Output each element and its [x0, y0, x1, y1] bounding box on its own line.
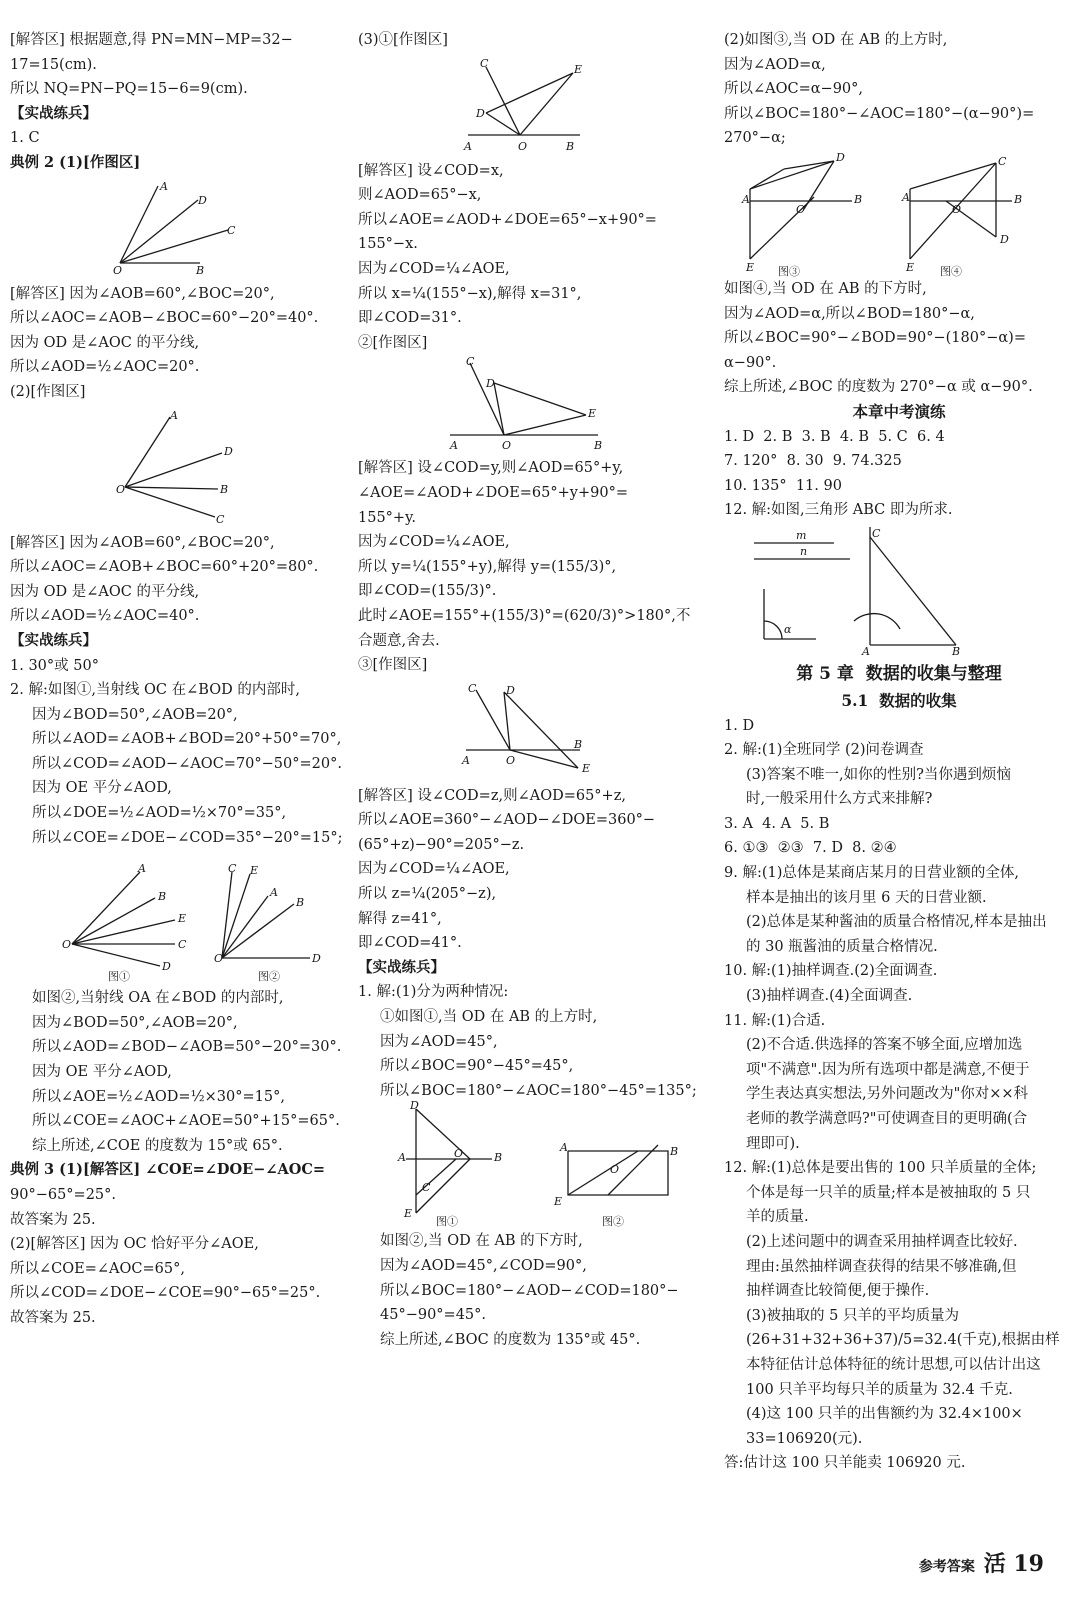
svg-text:A: A: [462, 753, 470, 767]
svg-text:B: B: [854, 192, 863, 206]
text-line: 即∠COD=(155/3)°.: [358, 583, 497, 600]
text-line: 1. C: [10, 130, 40, 147]
text-line: 即∠COD=41°.: [358, 935, 462, 952]
svg-text:C: C: [228, 862, 237, 876]
text-line: 1. D: [724, 717, 755, 734]
svg-text:B: B: [196, 263, 205, 277]
text-line: 1. 30°或 50°: [10, 657, 99, 674]
svg-text:m: m: [796, 528, 807, 542]
svg-text:O: O: [506, 753, 516, 767]
svg-text:C: C: [422, 1181, 431, 1195]
svg-text:图①: 图①: [436, 1215, 458, 1229]
text-line: α−90°.: [724, 354, 777, 371]
text-line: [解答区] 根据题意,得 PN=MN−MP=32−: [10, 32, 293, 48]
text-line: (2)上述问题中的调查采用抽样调查比较好.: [746, 1233, 1018, 1250]
text-line: 因为 OD 是∠AOC 的平分线,: [10, 583, 200, 600]
text-line: 学生表达真实想法,另外问题改为"你对××科: [746, 1086, 1029, 1103]
text-line: 因为∠AOD=α,所以∠BOD=180°−α,: [724, 305, 975, 322]
svg-text:α: α: [784, 622, 792, 636]
svg-text:图②: 图②: [258, 970, 280, 984]
svg-text:O: O: [952, 202, 962, 216]
text-line: 7. 120° 8. 30 9. 74.325: [724, 453, 902, 470]
text-line: 项"不满意".因为所有选项中都是满意,不便于: [746, 1061, 1030, 1078]
text-line: 理即可).: [746, 1135, 800, 1152]
svg-text:O: O: [113, 263, 123, 277]
angle-figure: [358, 680, 698, 780]
text-line: 如图②,当 OD 在 AB 的下方时,: [380, 1233, 583, 1250]
text-line: 因为∠COD=¼∠AOE,: [358, 534, 510, 551]
page-footer: [919, 1547, 1044, 1578]
svg-text:D: D: [312, 952, 321, 966]
section-heading: 【实战练兵】: [10, 631, 97, 649]
svg-text:B: B: [158, 890, 167, 904]
text-line: 3. A 4. A 5. B: [724, 815, 830, 832]
footer-label: 参考答案: [918, 1559, 975, 1575]
svg-text:D: D: [224, 444, 233, 458]
text-line: 所以∠BOC=180°−∠AOC=180°−(α−90°)=: [724, 105, 1035, 122]
text-line: 解得 z=41°,: [358, 910, 442, 927]
svg-text:E: E: [588, 407, 597, 421]
text-line: 所以∠BOC=90°−∠BOD=90°−(180°−α)=: [724, 330, 1026, 347]
svg-text:E: E: [582, 761, 591, 775]
svg-text:E: E: [404, 1207, 413, 1221]
construction-figure: [724, 525, 1074, 658]
angle-figure: [10, 407, 346, 527]
svg-text:B: B: [670, 1145, 679, 1159]
svg-text:O: O: [796, 202, 806, 216]
section-title: 本章中考演练: [852, 401, 946, 421]
text-line: 样本是抽出的该月里 6 天的日营业额.: [746, 889, 987, 906]
text-line: 所以∠AOD=∠BOD−∠AOB=50°−20°=30°.: [32, 1039, 342, 1056]
text-line: 本特征估计总体特征的统计思想,可以估计出这: [746, 1356, 1041, 1373]
text-line: (3)①[作图区]: [358, 32, 448, 48]
svg-text:B: B: [594, 439, 603, 453]
text-line: 所以∠AOE=360°−∠AOD−∠DOE=360°−: [358, 812, 656, 829]
svg-text:B: B: [574, 737, 583, 751]
svg-text:D: D: [410, 1099, 419, 1113]
svg-text:O: O: [454, 1147, 464, 1161]
text-line: 270°−α;: [724, 130, 786, 147]
text-line: 所以∠AOD=∠AOB+∠BOD=20°+50°=70°,: [32, 731, 342, 748]
text-line: 100 只羊平均每只羊的质量为 32.4 千克.: [746, 1381, 1013, 1398]
text-line: 即∠COD=31°.: [358, 310, 462, 327]
svg-text:E: E: [250, 864, 259, 878]
text-line: (26+31+32+36+37)/5=32.4(千克),根据由样: [746, 1332, 1060, 1349]
svg-text:n: n: [800, 544, 808, 558]
text-line: 的 30 瓶酱油的质量合格情况.: [746, 938, 938, 955]
text-line: 所以∠AOD=½∠AOC=40°.: [10, 608, 200, 625]
svg-text:C: C: [227, 223, 236, 237]
section-heading: 【实战练兵】: [358, 958, 445, 976]
text-line: 2. 解:(1)全班同学 (2)问卷调查: [724, 742, 924, 759]
svg-text:E: E: [746, 260, 755, 274]
column-right: [724, 28, 1074, 1476]
text-line: 因为 OE 平分∠AOD,: [32, 1064, 172, 1081]
text-line: 所以 x=¼(155°−x),解得 x=31°,: [358, 285, 582, 302]
svg-text:C: C: [178, 938, 187, 952]
text-line: 所以∠COE=∠DOE−∠COD=35°−20°=15°;: [32, 829, 343, 846]
svg-text:A: A: [862, 644, 870, 658]
text-line: 老师的教学满意吗?"可使调查目的更明确(合: [746, 1111, 1028, 1127]
svg-text:图③: 图③: [778, 264, 800, 278]
text-line: 个体是每一只羊的质量;样本是被抽取的 5 只: [746, 1184, 1031, 1201]
svg-text:A: A: [464, 139, 472, 153]
text-line: 12. 解:(1)总体是要出售的 100 只羊质量的全体;: [724, 1160, 1037, 1177]
text-line: 所以 NQ=PN−PQ=15−6=9(cm).: [10, 81, 248, 98]
svg-text:C: C: [872, 526, 881, 540]
text-line: [解答区] 设∠COD=z,则∠AOD=65°+z,: [358, 787, 626, 804]
angle-figure: [358, 55, 698, 155]
svg-text:B: B: [566, 139, 575, 153]
text-line: 所以∠COE=∠AOC+∠AOE=50°+15°=65°.: [32, 1113, 340, 1130]
svg-text:图②: 图②: [602, 1215, 624, 1229]
text-line: 综上所述,∠BOC 的度数为 135°或 45°.: [380, 1331, 641, 1348]
svg-text:C: C: [468, 681, 477, 695]
text-line: (2)总体是某种酱油的质量合格情况,样本是抽出: [746, 914, 1047, 931]
svg-text:E: E: [554, 1195, 563, 1209]
svg-text:O: O: [610, 1163, 620, 1177]
svg-text:图④: 图④: [940, 264, 962, 278]
svg-text:O: O: [502, 439, 512, 453]
text-line: 因为∠AOD=45°,: [380, 1033, 498, 1050]
text-line: 因为∠BOD=50°,∠AOB=20°,: [32, 706, 238, 723]
text-line: 所以∠BOC=180°−∠AOD−∠COD=180°−: [380, 1282, 679, 1299]
text-line: 故答案为 25.: [10, 1309, 96, 1326]
text-line: (2)如图③,当 OD 在 AB 的上方时,: [724, 32, 948, 48]
text-line: 故答案为 25.: [10, 1211, 96, 1228]
example-heading: 典例 2 (1)[作图区]: [10, 153, 141, 171]
angle-figure: [358, 357, 698, 452]
svg-text:B: B: [494, 1151, 503, 1165]
svg-text:O: O: [62, 938, 72, 952]
text-line: 因为 OD 是∠AOC 的平分线,: [10, 334, 200, 351]
text-line: 155°+y.: [358, 509, 416, 526]
svg-text:D: D: [486, 377, 495, 391]
text-line: 10. 解:(1)抽样调查.(2)全面调查.: [724, 963, 938, 980]
text-line: (3)被抽取的 5 只羊的平均质量为: [746, 1307, 959, 1324]
text-line: 155°−x.: [358, 236, 418, 253]
chapter-title: 第 5 章 数据的收集与整理: [796, 663, 1002, 684]
text-line: 所以∠COE=∠AOC=65°,: [10, 1260, 185, 1277]
text-line: 答:估计这 100 只羊能卖 106920 元.: [724, 1455, 966, 1472]
text-line: 因为∠COD=¼∠AOE,: [358, 260, 510, 277]
text-line: 因为∠AOD=45°,∠COD=90°,: [380, 1258, 587, 1274]
text-line: (2)不合适.供选择的答案不够全面,应增加选: [746, 1037, 1023, 1054]
text-line: 所以∠AOE=∠AOD+∠DOE=65°−x+90°=: [358, 211, 657, 228]
section-heading: 【实战练兵】: [10, 104, 97, 122]
text-line: (4)这 100 只羊的出售额约为 32.4×100×: [746, 1406, 1023, 1423]
page-number: 活 19: [983, 1551, 1044, 1577]
text-line: 所以∠BOC=90°−45°=45°,: [380, 1058, 574, 1075]
text-line: (2)[解答区] 因为 OC 恰好平分∠AOE,: [10, 1236, 259, 1253]
text-line: 此时∠AOE=155°+(155/3)°=(620/3)°>180°,不: [358, 607, 691, 624]
text-line: 33=106920(元).: [746, 1430, 863, 1447]
text-line: 如图④,当 OD 在 AB 的下方时,: [724, 280, 927, 297]
svg-text:A: A: [138, 862, 146, 876]
text-line: 9. 解:(1)总体是某商店某月的日营业额的全体,: [724, 865, 1019, 882]
text-line: 10. 135° 11. 90: [724, 477, 842, 494]
column-middle: [358, 28, 698, 1352]
text-line: 6. ①③ ②③ 7. D 8. ②④: [724, 840, 897, 857]
svg-text:A: A: [902, 190, 910, 204]
text-line: 综上所述,∠COE 的度数为 15°或 65°.: [32, 1137, 283, 1154]
svg-text:A: A: [160, 179, 168, 193]
svg-text:D: D: [198, 193, 207, 207]
column-left: [10, 28, 346, 1331]
svg-text:D: D: [1000, 232, 1009, 246]
svg-text:D: D: [162, 960, 171, 974]
text-line: 1. D 2. B 3. B 4. B 5. C 6. 4: [724, 428, 945, 445]
text-line: 理由:虽然抽样调查获得的结果不够准确,但: [746, 1258, 1017, 1275]
svg-text:C: C: [480, 56, 489, 70]
section-title: 5.1 数据的收集: [841, 690, 957, 710]
text-line: 11. 解:(1)合适.: [724, 1012, 826, 1029]
text-line: 所以∠DOE=½∠AOD=½×70°=35°,: [32, 805, 287, 822]
text-line: 所以∠AOD=½∠AOC=20°.: [10, 359, 200, 376]
text-line: 则∠AOD=65°−x,: [358, 187, 482, 204]
svg-text:O: O: [518, 139, 528, 153]
svg-text:D: D: [476, 106, 485, 120]
text-line: (2)[作图区]: [10, 383, 86, 400]
text-line: ①如图①,当 OD 在 AB 的上方时,: [380, 1009, 598, 1026]
text-line: 因为∠AOD=α,: [724, 56, 826, 73]
text-line: 2. 解:如图①,当射线 OC 在∠BOD 的内部时,: [10, 682, 300, 699]
text-line: ③[作图区]: [358, 657, 428, 674]
svg-text:A: A: [398, 1151, 406, 1165]
svg-text:图①: 图①: [108, 970, 130, 984]
text-line: 12. 解:如图,三角形 ABC 即为所求.: [724, 502, 953, 519]
text-line: 45°−90°=45°.: [380, 1307, 487, 1324]
text-line: 90°−65°=25°.: [10, 1187, 117, 1203]
text-line: 所以∠AOC=∠AOB−∠BOC=60°−20°=40°.: [10, 310, 319, 327]
svg-text:E: E: [178, 912, 187, 926]
text-line: 如图②,当射线 OA 在∠BOD 的内部时,: [32, 990, 284, 1007]
svg-text:D: D: [836, 150, 845, 164]
svg-text:C: C: [998, 154, 1007, 168]
text-line: (3)答案不唯一,如你的性别?当你遇到烦恼: [746, 766, 1011, 783]
text-line: 所以∠AOE=½∠AOD=½×30°=15°,: [32, 1088, 285, 1105]
text-line: 因为 OE 平分∠AOD,: [32, 780, 172, 797]
svg-text:E: E: [906, 260, 915, 274]
text-line: [解答区] 因为∠AOB=60°,∠BOC=20°,: [10, 285, 275, 302]
text-line: 1. 解:(1)分为两种情况:: [358, 984, 509, 1001]
svg-text:O: O: [214, 952, 224, 966]
text-line: 所以 y=¼(155°+y),解得 y=(155/3)°,: [358, 558, 617, 575]
svg-text:C: C: [216, 512, 225, 526]
text-line: ②[作图区]: [358, 334, 428, 351]
text-line: 合题意,舍去.: [358, 632, 440, 649]
text-line: [解答区] 设∠COD=y,则∠AOD=65°+y,: [358, 460, 624, 477]
svg-text:D: D: [506, 683, 515, 697]
text-line: [解答区] 设∠COD=x,: [358, 162, 504, 179]
text-line: 所以∠COD=∠DOE−∠COE=90°−65°=25°.: [10, 1285, 321, 1302]
text-line: 所以∠AOC=∠AOB+∠BOC=60°+20°=80°.: [10, 559, 319, 576]
text-line: 所以 z=¼(205°−z),: [358, 886, 497, 903]
angle-figure: [10, 178, 346, 278]
angle-figure: [10, 852, 346, 982]
text-line: (65°+z)−90°=205°−z.: [358, 836, 525, 853]
text-line: (3)抽样调查.(4)全面调查.: [746, 988, 913, 1005]
svg-text:A: A: [450, 439, 458, 453]
text-line: 时,一般采用什么方式来排解?: [746, 791, 933, 808]
svg-text:B: B: [952, 644, 961, 658]
text-line: 17=15(cm).: [10, 56, 97, 73]
svg-text:E: E: [574, 62, 583, 76]
svg-text:B: B: [296, 896, 305, 910]
text-line: 因为∠COD=¼∠AOE,: [358, 861, 510, 878]
svg-text:O: O: [116, 482, 126, 496]
text-line: 综上所述,∠BOC 的度数为 270°−α 或 α−90°.: [724, 379, 1033, 396]
text-line: 抽样调查比较简便,便于操作.: [746, 1283, 930, 1300]
svg-text:A: A: [170, 408, 178, 422]
svg-text:B: B: [1014, 192, 1023, 206]
svg-text:C: C: [466, 355, 475, 369]
text-line: [解答区] 因为∠AOB=60°,∠BOC=20°,: [10, 534, 275, 551]
text-line: ∠AOE=∠AOD+∠DOE=65°+y+90°=: [358, 484, 628, 501]
text-line: 所以∠BOC=180°−∠AOC=180°−45°=135°;: [380, 1082, 697, 1099]
text-line: 所以∠AOC=α−90°,: [724, 81, 864, 98]
text-line: 因为∠BOD=50°,∠AOB=20°,: [32, 1014, 238, 1031]
example-heading: 典例 3 (1)[解答区] ∠COE=∠DOE−∠AOC=: [10, 1161, 326, 1179]
svg-text:A: A: [560, 1141, 568, 1155]
svg-text:A: A: [270, 886, 278, 900]
svg-text:A: A: [742, 192, 750, 206]
triangle-figure: [358, 1099, 698, 1229]
triangle-figure: [724, 150, 1074, 278]
text-line: 羊的质量.: [746, 1209, 809, 1226]
text-line: 所以∠COD=∠AOD−∠AOC=70°−50°=20°.: [32, 755, 342, 772]
svg-text:B: B: [220, 482, 229, 496]
